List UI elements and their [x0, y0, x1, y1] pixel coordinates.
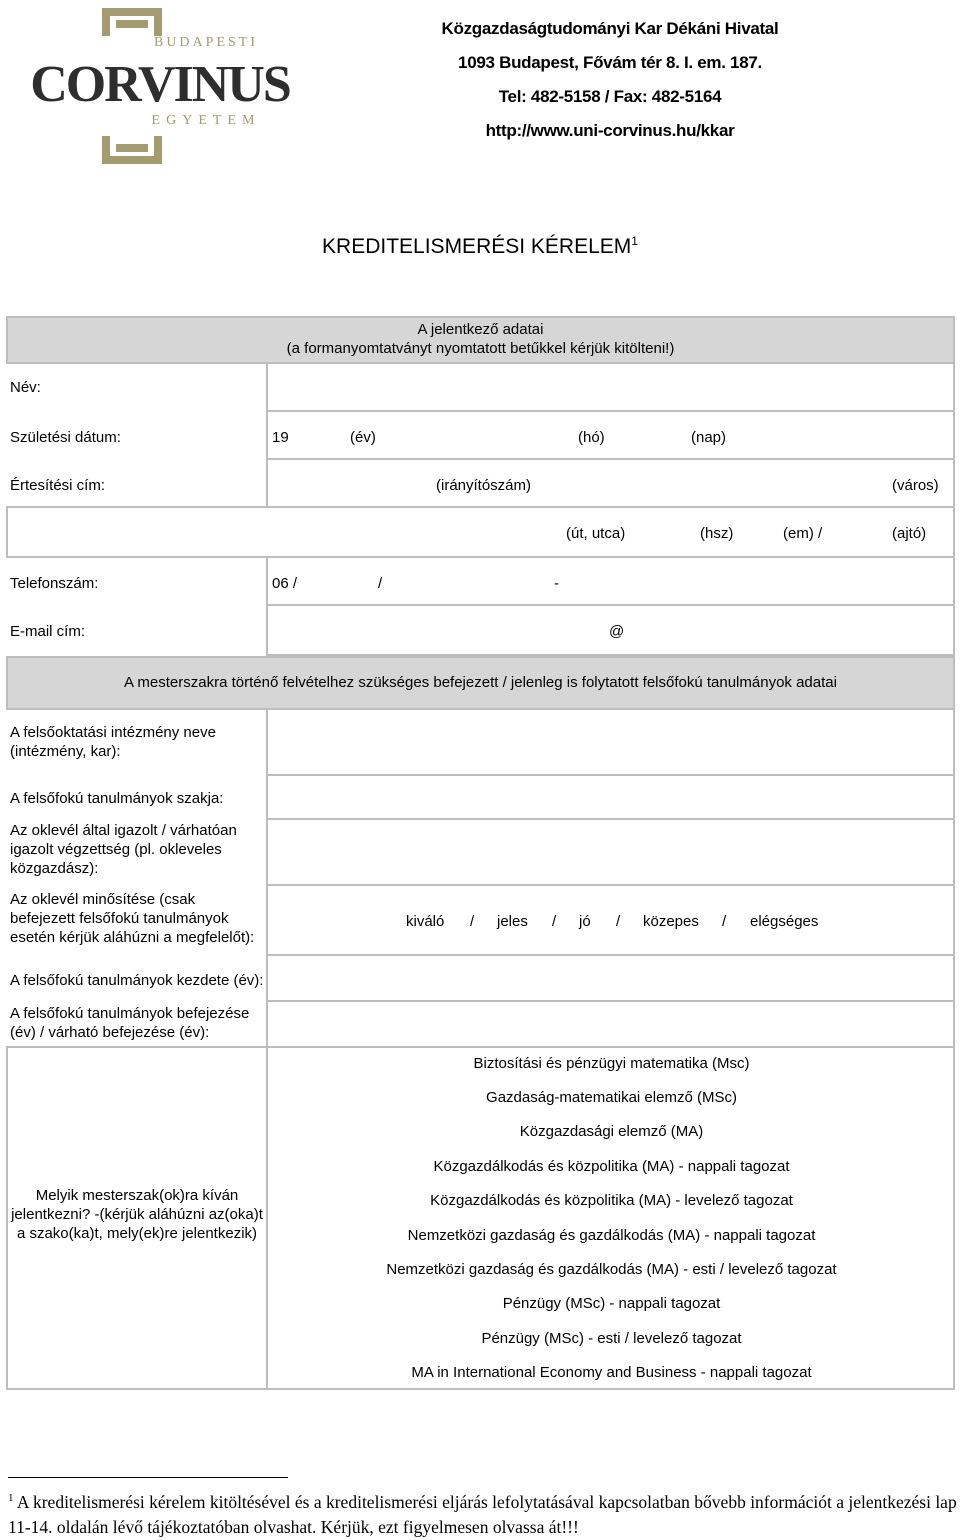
grade-separator: / — [722, 913, 727, 930]
title-footnote-mark: 1 — [631, 234, 638, 248]
grade-option-average[interactable]: közepes — [643, 913, 699, 930]
end-year-field[interactable] — [266, 1000, 955, 1048]
grade-option-good[interactable]: jó — [579, 913, 591, 930]
grade-label: Az oklevél minősítése (csak befejezett felsőfokú tanulmányok esetén kérjük aláhúzni a megfelelőt): — [10, 891, 255, 946]
grade-separator: / — [552, 913, 557, 930]
end-year-label: A felsőfokú tanulmányok befejezése (év) / várható befejezése (év): — [10, 1005, 250, 1041]
major-label: A felsőfokú tanulmányok szakja: — [10, 790, 224, 807]
page-title-text: KREDITELISMERÉSI KÉRELEM — [322, 235, 632, 258]
street-hint: (út, utca) — [566, 525, 626, 542]
university-logo — [30, 6, 292, 166]
phone-separator-1: / — [378, 575, 383, 592]
address-label: Értesítési cím: — [10, 477, 106, 494]
door-hint: (ajtó) — [892, 525, 927, 542]
program-item[interactable]: Közgazdálkodás és közpolitika (MA) - nappali tagozat — [433, 1158, 790, 1175]
footnote-text: A kreditelismerési kérelem kitöltésével és a kreditelismerési eljárás lefolytatásával kapcsolatban bővebb információt a jelentkezési lap 11-14. oldalán lévő tájékoztatóban olvashat. Kérjük, ezt figyelmesen olvassa át!!! — [8, 1491, 957, 1537]
header-line-1: Közgazdaságtudományi Kar Dékáni Hivatal — [441, 19, 779, 38]
degree-field[interactable] — [266, 818, 955, 886]
name-field[interactable] — [266, 362, 955, 412]
footnote — [8, 1486, 958, 1540]
birth-month-hint: (hó) — [578, 429, 605, 446]
footnote-divider — [8, 1477, 288, 1478]
program-item[interactable]: Közgazdasági elemző (MA) — [519, 1123, 704, 1140]
email-label: E-mail cím: — [10, 623, 85, 640]
program-item[interactable]: Nemzetközi gazdaság és gazdálkodás (MA) - nappali tagozat — [407, 1227, 816, 1244]
program-item[interactable]: MA in International Economy and Business - nappali tagozat — [411, 1364, 812, 1381]
birth-day-hint: (nap) — [691, 429, 727, 446]
program-item[interactable]: Biztosítási és pénzügyi matematika (Msc) — [473, 1055, 750, 1072]
logo-top-text: BUDAPESTI — [153, 35, 259, 50]
start-year-label: A felsőfokú tanulmányok kezdete (év): — [10, 972, 264, 989]
header-line-4: http://www.uni-corvinus.hu/kkar — [485, 121, 735, 140]
birth-date-label: Születési dátum: — [10, 429, 121, 446]
grade-option-sufficient[interactable]: elégséges — [750, 913, 819, 930]
floor-hint: (em) / — [783, 525, 823, 542]
birth-prefix: 19 — [272, 429, 289, 446]
grade-separator: / — [616, 913, 621, 930]
applicant-heading-2: (a formanyomtatványt nyomtatott betűkkel kérjük kitölteni!) — [286, 340, 675, 357]
phone-prefix: 06 / — [272, 575, 298, 592]
program-item[interactable]: Pénzügy (MSc) - esti / levelező tagozat — [481, 1330, 742, 1347]
institution-field[interactable] — [266, 708, 955, 776]
programs-label: Melyik mesterszak(ok)ra kíván jelentkezni? -(kérjük aláhúzni az(oka)t a szako(ka)t, mely(ek)re jelentkezik) — [11, 1187, 263, 1242]
city-hint: (város) — [892, 477, 939, 494]
major-field[interactable] — [266, 774, 955, 820]
institution-label: A felsőoktatási intézmény neve (intézmény, kar): — [10, 724, 216, 760]
header-line-2: 1093 Budapest, Fővám tér 8. I. em. 187. — [458, 53, 762, 72]
email-at-sign: @ — [609, 623, 625, 640]
name-label: Név: — [10, 379, 41, 396]
logo-main-text: CORVINUS — [30, 56, 290, 113]
house-hint: (hsz) — [700, 525, 734, 542]
studies-heading: A mesterszakra történő felvételhez szükséges befejezett / jelenleg is folytatott felsőfokú tanulmányok adatai — [124, 674, 837, 691]
footnote-mark: 1 — [8, 1492, 14, 1504]
grade-field — [266, 884, 955, 956]
grade-option-excellent[interactable]: kiváló — [406, 913, 445, 930]
phone-label: Telefonszám: — [10, 575, 99, 592]
phone-field[interactable] — [266, 556, 955, 606]
program-item[interactable]: Közgazdálkodás és közpolitika (MA) - levelező tagozat — [430, 1192, 793, 1209]
zip-hint: (irányítószám) — [436, 477, 532, 494]
applicant-heading-1: A jelentkező adatai — [417, 321, 544, 338]
phone-separator-2: - — [554, 575, 559, 592]
grade-separator: / — [470, 913, 475, 930]
program-item[interactable]: Pénzügy (MSc) - nappali tagozat — [502, 1295, 721, 1312]
start-year-field[interactable] — [266, 954, 955, 1002]
program-item[interactable]: Gazdaság-matematikai elemző (MSc) — [486, 1089, 737, 1106]
page-title — [0, 234, 960, 259]
grade-option-very-good[interactable]: jeles — [497, 913, 528, 930]
degree-label: Az oklevél által igazolt / várhatóan igazolt végzettség (pl. okleveles közgazdász): — [10, 822, 237, 877]
program-item[interactable]: Nemzetközi gazdaság és gazdálkodás (MA) - esti / levelező tagozat — [386, 1261, 837, 1278]
birth-year-hint: (év) — [350, 429, 376, 446]
logo-bottom-text: EGYETEM — [151, 113, 261, 128]
header-line-3: Tel: 482-5158 / Fax: 482-5164 — [498, 87, 722, 106]
address-field-1[interactable] — [266, 458, 955, 508]
